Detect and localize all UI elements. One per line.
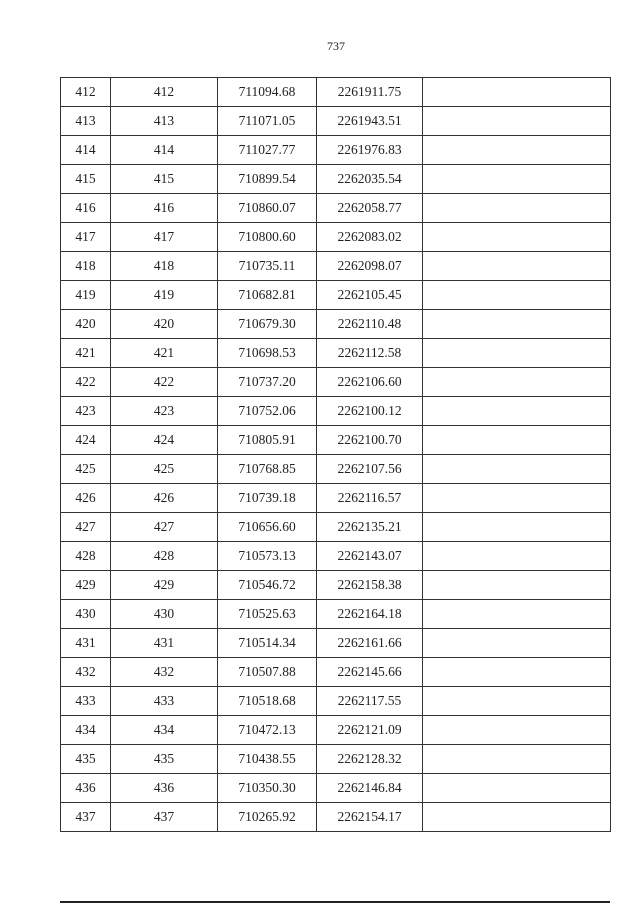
point-number-cell: 425: [61, 455, 111, 484]
point-number-cell: 421: [61, 339, 111, 368]
y-coordinate-cell: 2262107.56: [317, 455, 423, 484]
point-id-cell: 418: [111, 252, 218, 281]
y-coordinate-cell: 2262128.32: [317, 745, 423, 774]
point-number-cell: 427: [61, 513, 111, 542]
x-coordinate-cell: 711094.68: [218, 78, 317, 107]
x-coordinate-cell: 710518.68: [218, 687, 317, 716]
y-coordinate-cell: 2262164.18: [317, 600, 423, 629]
x-coordinate-cell: 710573.13: [218, 542, 317, 571]
y-coordinate-cell: 2262100.12: [317, 397, 423, 426]
table-row: [61, 716, 611, 745]
point-id-cell: 432: [111, 658, 218, 687]
point-id-cell: 431: [111, 629, 218, 658]
point-number-cell: 437: [61, 803, 111, 832]
point-number-cell: 435: [61, 745, 111, 774]
y-coordinate-cell: 2262110.48: [317, 310, 423, 339]
note-cell: [423, 78, 611, 107]
point-number-cell: 426: [61, 484, 111, 513]
point-number-cell: 433: [61, 687, 111, 716]
note-cell: [423, 513, 611, 542]
table-row: [61, 194, 611, 223]
x-coordinate-cell: 710800.60: [218, 223, 317, 252]
x-coordinate-cell: 710507.88: [218, 658, 317, 687]
table-row: [61, 513, 611, 542]
y-coordinate-cell: 2262158.38: [317, 571, 423, 600]
point-number-cell: 418: [61, 252, 111, 281]
note-cell: [423, 223, 611, 252]
x-coordinate-cell: 710472.13: [218, 716, 317, 745]
point-number-cell: 415: [61, 165, 111, 194]
x-coordinate-cell: 710514.34: [218, 629, 317, 658]
table-row: [61, 745, 611, 774]
table-row: [61, 629, 611, 658]
note-cell: [423, 310, 611, 339]
x-coordinate-cell: 710860.07: [218, 194, 317, 223]
table-row: [61, 803, 611, 832]
table-row: [61, 107, 611, 136]
note-cell: [423, 571, 611, 600]
point-id-cell: 437: [111, 803, 218, 832]
note-cell: [423, 774, 611, 803]
y-coordinate-cell: 2262116.57: [317, 484, 423, 513]
table-row: [61, 223, 611, 252]
point-id-cell: 413: [111, 107, 218, 136]
point-id-cell: 412: [111, 78, 218, 107]
table-row: [61, 310, 611, 339]
note-cell: [423, 658, 611, 687]
table-row: [61, 484, 611, 513]
point-number-cell: 430: [61, 600, 111, 629]
point-id-cell: 416: [111, 194, 218, 223]
x-coordinate-cell: 711027.77: [218, 136, 317, 165]
point-number-cell: 416: [61, 194, 111, 223]
y-coordinate-cell: 2262106.60: [317, 368, 423, 397]
x-coordinate-cell: 710735.11: [218, 252, 317, 281]
point-number-cell: 436: [61, 774, 111, 803]
x-coordinate-cell: 710739.18: [218, 484, 317, 513]
y-coordinate-cell: 2262058.77: [317, 194, 423, 223]
point-number-cell: 419: [61, 281, 111, 310]
y-coordinate-cell: 2262145.66: [317, 658, 423, 687]
y-coordinate-cell: 2262143.07: [317, 542, 423, 571]
table-row: [61, 542, 611, 571]
table-row: [61, 687, 611, 716]
x-coordinate-cell: 710546.72: [218, 571, 317, 600]
note-cell: [423, 687, 611, 716]
x-coordinate-cell: 710265.92: [218, 803, 317, 832]
point-number-cell: 429: [61, 571, 111, 600]
point-id-cell: 426: [111, 484, 218, 513]
point-number-cell: 434: [61, 716, 111, 745]
point-number-cell: 413: [61, 107, 111, 136]
point-number-cell: 432: [61, 658, 111, 687]
table-row: [61, 368, 611, 397]
y-coordinate-cell: 2262121.09: [317, 716, 423, 745]
point-id-cell: 414: [111, 136, 218, 165]
point-number-cell: 417: [61, 223, 111, 252]
y-coordinate-cell: 2262105.45: [317, 281, 423, 310]
x-coordinate-cell: 710737.20: [218, 368, 317, 397]
x-coordinate-cell: 710768.85: [218, 455, 317, 484]
note-cell: [423, 281, 611, 310]
point-number-cell: 422: [61, 368, 111, 397]
table-row: [61, 136, 611, 165]
point-id-cell: 425: [111, 455, 218, 484]
point-id-cell: 422: [111, 368, 218, 397]
bottom-rule: [60, 901, 610, 903]
table-row: [61, 571, 611, 600]
note-cell: [423, 339, 611, 368]
table-row: [61, 658, 611, 687]
table-row: [61, 455, 611, 484]
x-coordinate-cell: 710525.63: [218, 600, 317, 629]
table-row: [61, 426, 611, 455]
note-cell: [423, 716, 611, 745]
note-cell: [423, 165, 611, 194]
x-coordinate-cell: 711071.05: [218, 107, 317, 136]
y-coordinate-cell: 2262154.17: [317, 803, 423, 832]
point-number-cell: 428: [61, 542, 111, 571]
point-id-cell: 424: [111, 426, 218, 455]
note-cell: [423, 803, 611, 832]
x-coordinate-cell: 710698.53: [218, 339, 317, 368]
y-coordinate-cell: 2261911.75: [317, 78, 423, 107]
note-cell: [423, 426, 611, 455]
y-coordinate-cell: 2262098.07: [317, 252, 423, 281]
y-coordinate-cell: 2262035.54: [317, 165, 423, 194]
point-id-cell: 429: [111, 571, 218, 600]
note-cell: [423, 252, 611, 281]
coordinates-table: [60, 77, 611, 832]
note-cell: [423, 484, 611, 513]
table-row: [61, 774, 611, 803]
note-cell: [423, 397, 611, 426]
x-coordinate-cell: 710350.30: [218, 774, 317, 803]
point-id-cell: 428: [111, 542, 218, 571]
page-number: 737: [327, 39, 345, 53]
point-number-cell: 423: [61, 397, 111, 426]
point-id-cell: 433: [111, 687, 218, 716]
point-id-cell: 415: [111, 165, 218, 194]
note-cell: [423, 194, 611, 223]
table-row: [61, 252, 611, 281]
point-number-cell: 412: [61, 78, 111, 107]
point-number-cell: 424: [61, 426, 111, 455]
y-coordinate-cell: 2262135.21: [317, 513, 423, 542]
note-cell: [423, 368, 611, 397]
point-number-cell: 414: [61, 136, 111, 165]
coordinates-table-body: [61, 78, 611, 832]
note-cell: [423, 455, 611, 484]
point-number-cell: 431: [61, 629, 111, 658]
x-coordinate-cell: 710899.54: [218, 165, 317, 194]
table-row: [61, 600, 611, 629]
table-row: [61, 397, 611, 426]
table-row: [61, 339, 611, 368]
point-id-cell: 419: [111, 281, 218, 310]
note-cell: [423, 136, 611, 165]
point-id-cell: 430: [111, 600, 218, 629]
y-coordinate-cell: 2262146.84: [317, 774, 423, 803]
y-coordinate-cell: 2261943.51: [317, 107, 423, 136]
point-id-cell: 427: [111, 513, 218, 542]
y-coordinate-cell: 2262161.66: [317, 629, 423, 658]
point-number-cell: 420: [61, 310, 111, 339]
x-coordinate-cell: 710682.81: [218, 281, 317, 310]
table-row: [61, 281, 611, 310]
y-coordinate-cell: 2262112.58: [317, 339, 423, 368]
x-coordinate-cell: 710752.06: [218, 397, 317, 426]
point-id-cell: 436: [111, 774, 218, 803]
note-cell: [423, 600, 611, 629]
table-row: [61, 165, 611, 194]
point-id-cell: 423: [111, 397, 218, 426]
point-id-cell: 435: [111, 745, 218, 774]
note-cell: [423, 745, 611, 774]
point-id-cell: 434: [111, 716, 218, 745]
note-cell: [423, 107, 611, 136]
note-cell: [423, 542, 611, 571]
y-coordinate-cell: 2261976.83: [317, 136, 423, 165]
note-cell: [423, 629, 611, 658]
x-coordinate-cell: 710805.91: [218, 426, 317, 455]
x-coordinate-cell: 710679.30: [218, 310, 317, 339]
point-id-cell: 417: [111, 223, 218, 252]
x-coordinate-cell: 710438.55: [218, 745, 317, 774]
x-coordinate-cell: 710656.60: [218, 513, 317, 542]
y-coordinate-cell: 2262117.55: [317, 687, 423, 716]
point-id-cell: 420: [111, 310, 218, 339]
y-coordinate-cell: 2262083.02: [317, 223, 423, 252]
table-row: [61, 78, 611, 107]
point-id-cell: 421: [111, 339, 218, 368]
y-coordinate-cell: 2262100.70: [317, 426, 423, 455]
